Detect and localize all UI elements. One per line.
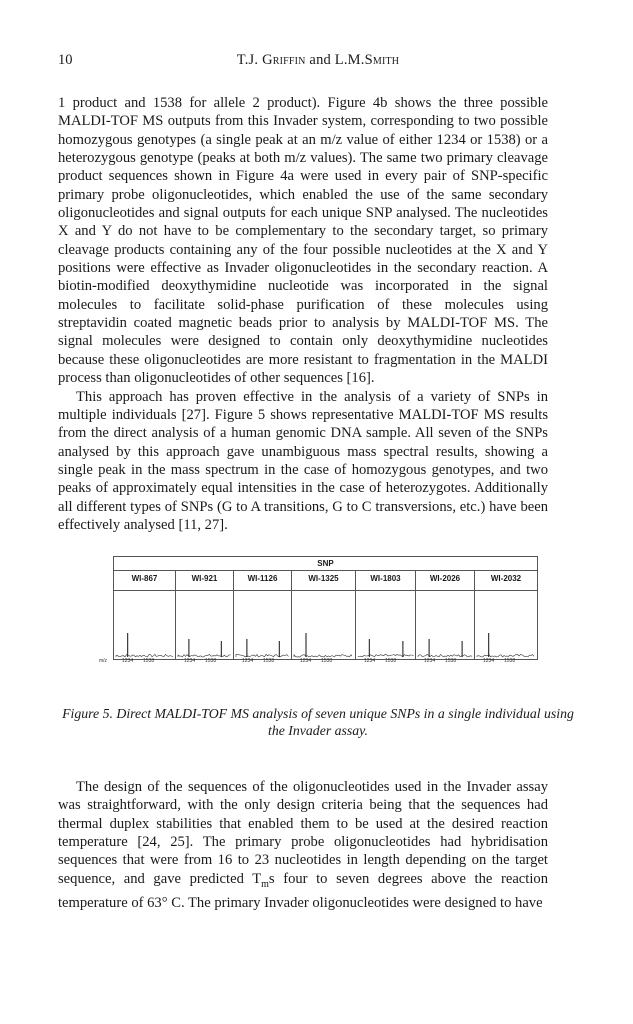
mass-spectrum <box>234 630 294 659</box>
mz-axis <box>99 657 539 667</box>
body-text-top <box>58 94 548 534</box>
author1-initials: T.J. <box>236 52 263 68</box>
author-conjunction: and <box>305 52 335 68</box>
snp-label: WI-921 <box>191 574 218 583</box>
figure-5 <box>99 556 538 668</box>
snp-label-divider <box>292 590 355 591</box>
snp-label-divider <box>234 590 291 591</box>
tick-label: 1538 <box>143 658 155 664</box>
snp-cell-wi-921 <box>176 570 234 659</box>
snp-cell-wi-1126 <box>234 570 292 659</box>
body-text-bottom <box>58 778 548 912</box>
tm-letter: T <box>252 870 262 887</box>
tick-label: 1538 <box>504 658 516 664</box>
snp-cell-wi-2026 <box>416 570 475 659</box>
snp-label-divider <box>114 590 175 591</box>
tick-label: 1538 <box>321 658 333 664</box>
caption-line-2: the Invader assay. <box>267 722 368 738</box>
snp-label: WI-1803 <box>370 574 401 583</box>
snp-cell-wi-1325 <box>292 570 356 659</box>
mass-spectrum <box>176 630 236 659</box>
author2-initials: L.M. <box>334 52 365 68</box>
snp-cell-wi-1803 <box>356 570 416 659</box>
author2-surname: Smith <box>364 52 400 68</box>
figure-caption <box>58 706 578 740</box>
snp-label: WI-2032 <box>490 574 522 583</box>
tm-symbol <box>252 870 269 890</box>
tick-label: 1538 <box>205 658 217 664</box>
tick-label: 1234 <box>242 658 254 664</box>
paragraph <box>58 778 548 912</box>
figure-panel <box>113 556 538 660</box>
snp-label-divider <box>416 590 474 591</box>
running-header <box>58 52 578 72</box>
snp-label: WI-2026 <box>429 574 461 583</box>
tick-label: 1538 <box>385 658 397 664</box>
caption-line-1: Figure 5. Direct MALDI-TOF MS analysis of seven unique SNPs in a single individual using <box>62 706 574 721</box>
tick-label: 1234 <box>424 658 436 664</box>
mass-spectrum <box>292 630 352 659</box>
snp-label: WI-1325 <box>308 574 339 583</box>
tick-label: 1538 <box>445 658 457 664</box>
tick-label: 1234 <box>300 658 312 664</box>
paragraph: 1 product and 1538 for allele 2 product). Figure 4b shows the three possible MALDI-TOF MS outputs from this Invader system, corresponding to two possible homozygous genotypes (a single peak at an m/z value of either 1234 or 1538) or a heterozygous genotype (peaks at both m/z values). The same two primary cleavage product sequences shown in Figure 4a were used in every pair of SNP-specific primary probe oligonucleotides, which enabled the use of the same secondary oligonucleotides and signal outputs for each unique SNP analysed. The nucleotides X and Y do not have to be complementary to the secondary target, so primary cleavage products containing any of the four possible nucleotides at the X and Y positions were effective as Invader oligonucleotides in the secondary reaction. A biotin-modified deoxythymidine nucleotide was incorporated in the signal molecules to facilitate solid-phase purification of these molecules using streptavidin coated magnetic beads prior to analysis by MALDI-TOF MS. The signal molecules were designed to contain only deoxythymidine nucleotides because these oligonucleotides are more resistant to fragmentation in the MALDI process than oligonucleotides of other sequences [16]. <box>58 95 548 387</box>
snp-label-divider <box>356 590 415 591</box>
mass-spectrum <box>416 630 476 659</box>
mz-axis-label: m/z <box>99 658 108 664</box>
snp-label-divider <box>475 590 537 591</box>
paragraph: This approach has proven effective in the analysis of a variety of SNPs in multiple individuals [27]. Figure 5 shows representative MALDI-TOF MS results from the direct analysis of a human genomic DNA sample. All seven of the SNPs analysed by this approach gave unambiguous mass spectral results, showing a single peak in the mass spectrum in the case of homozygous genotypes, and two peaks of approximately equal intensities in the case of heterozygotes. Additionally all different types of SNPs (G to A transitions, G to C transversions, etc.) have been effectively analysed [11, 27]. <box>58 388 548 533</box>
page-number: 10 <box>58 52 73 68</box>
mass-spectrum <box>114 630 174 659</box>
tick-label: 1234 <box>483 658 495 664</box>
tick-label: 1234 <box>184 658 196 664</box>
paragraph-text: The design of the sequences of the oligonucleotides used in the Invader assay was straightforward, with the only design criteria being that the sequences had thermal duplex stabilities that enabled them to be used at the desired reaction temperature [24, 25]. The primary probe oligonucleotides had hybridisation sequences that were from 16 to 23 nucleotides in length depending on the target sequence, and gave predicted <box>58 779 548 887</box>
tick-label: 1538 <box>263 658 275 664</box>
mass-spectrum <box>356 630 416 659</box>
tick-label: 1234 <box>364 658 376 664</box>
snp-cell-wi-2032 <box>475 570 537 659</box>
snp-cell-wi-867 <box>114 570 176 659</box>
snp-label: WI-1126 <box>247 574 278 583</box>
snp-label: WI-867 <box>131 574 158 583</box>
running-title <box>58 52 578 69</box>
author1-surname: Griffin <box>262 52 306 68</box>
mass-spectrum <box>475 630 535 659</box>
snp-label-divider <box>176 590 233 591</box>
tick-label: 1234 <box>122 658 134 664</box>
snp-header: SNP <box>114 557 537 571</box>
paragraph-text-cont: s four to seven degrees above the reaction temperature of 63° C. The primary Invader oligonucleotides were designed to have <box>58 870 548 911</box>
tm-subscript: m <box>261 878 269 890</box>
